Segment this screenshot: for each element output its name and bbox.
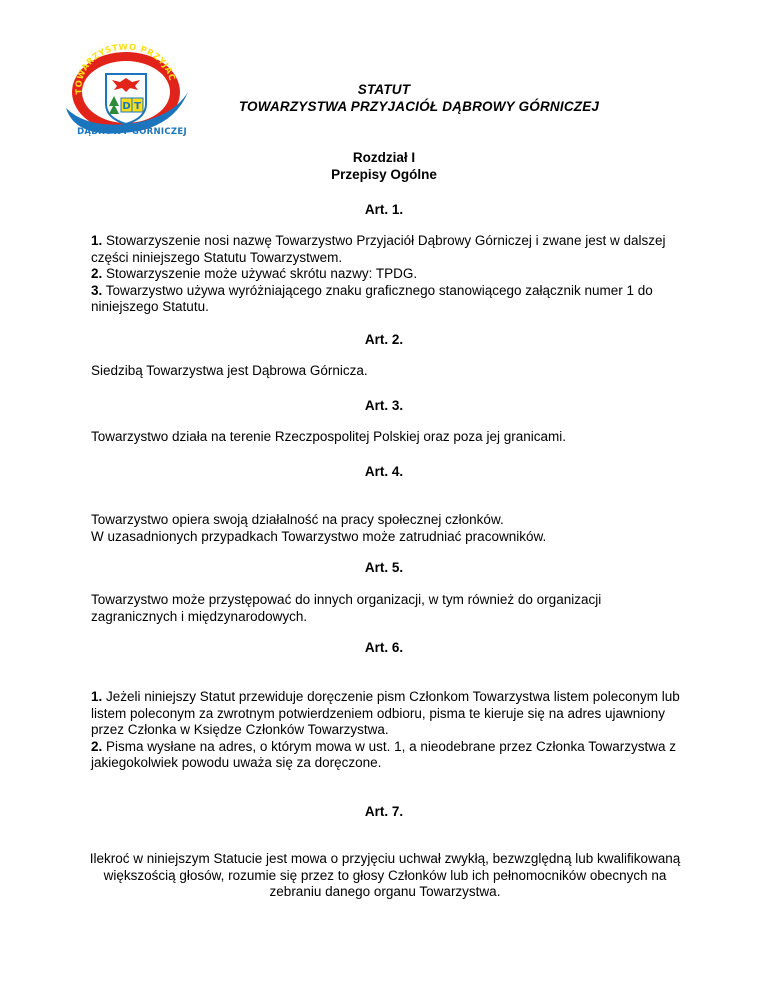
article-6-item-1: 1. Jeżeli niniejszy Statut przewiduje doręczenie pism Członkom Towarzystwa listem poleconym lub listem poleconym za zwrotnym potwierdzeniem odbioru, pisma te kieruje się na adres ujawniony przez Członka w Księdze Członków Towarzystwa. <box>91 689 680 737</box>
svg-text:T: T <box>134 101 141 112</box>
document-title-line2: TOWARZYSTWA PRZYJACIÓŁ DĄBROWY GÓRNICZEJ <box>238 99 600 114</box>
article-4-body <box>91 512 691 545</box>
article-6-item-2: 2. Pisma wysłane na adres, o którym mowa w ust. 1, a nieodebrane przez Członka Towarzystwa z jakiegokolwiek powodu uważa się za doręczone. <box>91 738 677 770</box>
article-4-line-2: W uzasadnionych przypadkach Towarzystwo może zatrudniać pracowników. <box>91 528 547 544</box>
svg-text:D: D <box>122 101 131 112</box>
article-4-line-1: Towarzystwo opiera swoją działalność na pracy społecznej członków. <box>91 512 504 527</box>
article-1-heading: Art. 1. <box>364 202 404 217</box>
article-1-item-1: 1. Stowarzyszenie nosi nazwę Towarzystwo Przyjaciół Dąbrowy Górniczej i zwane jest w dalszej części niniejszego Statutu Towarzystwem. <box>91 233 666 265</box>
article-2-body: Siedzibą Towarzystwa jest Dąbrowa Górnicza. <box>91 363 368 378</box>
article-5-body: Towarzystwo może przystępować do innych organizacji, w tym również do organizacji zagranicznych i międzynarodowych. <box>91 592 602 624</box>
article-5-heading: Art. 5. <box>364 560 404 575</box>
chapter-number: Rozdział I <box>352 150 416 165</box>
document-title-line1: STATUT <box>357 82 411 97</box>
logo-bottom-text: DĄBROWY GÓRNICZEJ <box>77 127 187 137</box>
article-6-heading: Art. 6. <box>364 640 404 655</box>
article-1-item-2: 2. Stowarzyszenie może używać skrótu nazwy: TPDG. <box>91 266 418 281</box>
article-3-heading: Art. 3. <box>364 398 404 413</box>
chapter-name: Przepisy Ogólne <box>331 167 437 182</box>
article-4-heading: Art. 4. <box>364 464 404 479</box>
article-7-body: Ilekroć w niniejszym Statucie jest mowa o przyjęciu uchwał zwykłą, bezwzględną lub kwalifikowaną większością głosów, rozumie się przez to głosy Członków lub ich pełnomocników obecnych na zebraniu danego organu Towarzystwa. <box>89 851 681 899</box>
article-2-heading: Art. 2. <box>364 332 404 347</box>
article-7-heading: Art. 7. <box>364 804 404 819</box>
article-6-body <box>91 689 689 772</box>
article-1-item-3: 3. Towarzystwo używa wyróżniającego znaku graficznego stanowiącego załącznik numer 1 do niniejszego Statutu. <box>91 282 653 314</box>
article-3-body: Towarzystwo działa na terenie Rzeczpospolitej Polskiej oraz poza jej granicami. <box>91 429 566 444</box>
svg-text:TOWARZYSTWO PRZYJACIÓŁ: TOWARZYSTWO PRZYJAC <box>74 44 177 95</box>
article-1-body <box>91 233 691 316</box>
